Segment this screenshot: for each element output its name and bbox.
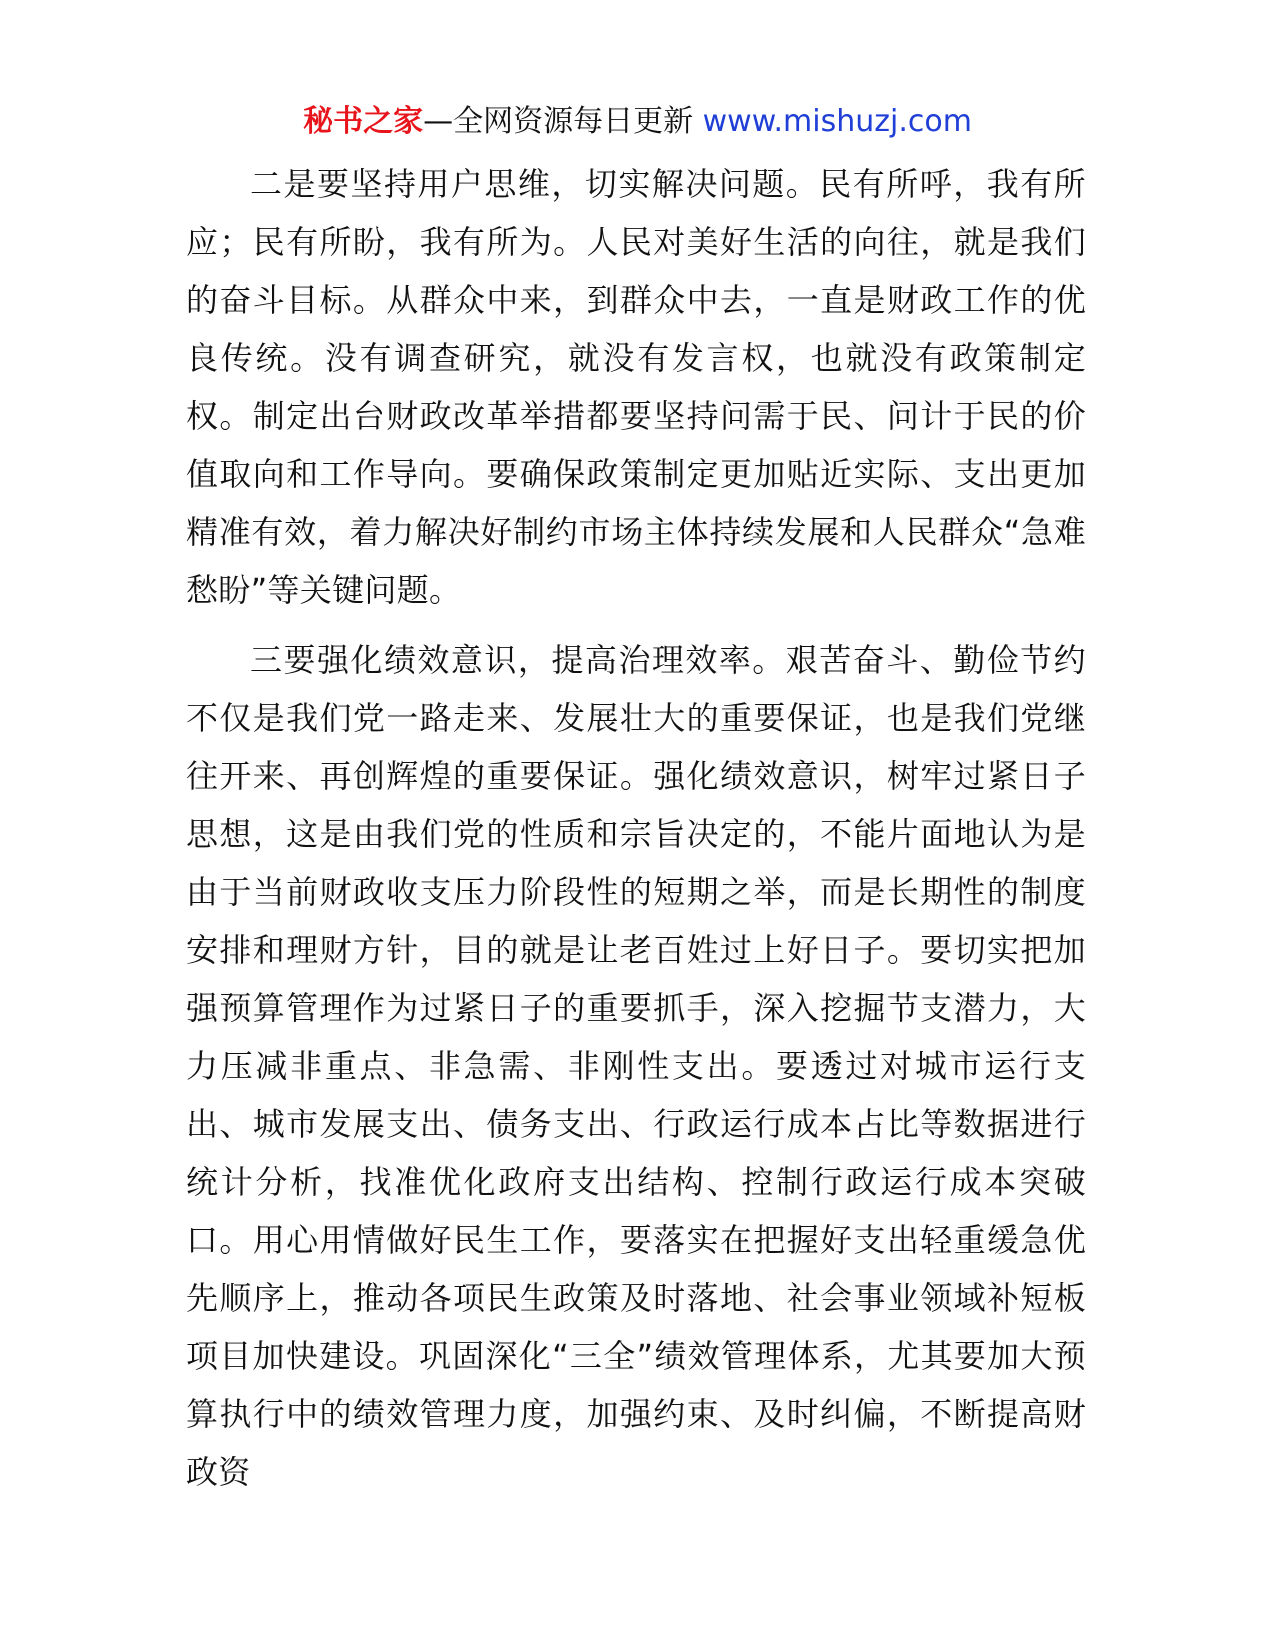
page-header bbox=[0, 100, 1275, 144]
paragraph-performance-awareness: 三要强化绩效意识，提高治理效率。艰苦奋斗、勤俭节约不仅是我们党一路走来、发展壮大的重要保证，也是我们党继往开来、再创辉煌的重要保证。强化绩效意识，树牢过紧日子思想，这是由我们党的性质和宗旨决定的，不能片面地认为是由于当前财政收支压力阶段性的短期之举，而是长期性的制度安排和理财方针，目的就是让老百姓过上好日子。要切实把加强预算管理作为过紧日子的重要抓手，深入挖掘节支潜力，大力压减非重点、非急需、非刚性支出。要透过对城市运行支出、城市发展支出、债务支出、行政运行成本占比等数据进行统计分析，找准优化政府支出结构、控制行政运行成本突破口。用心用情做好民生工作，要落实在把握好支出轻重缓急优先顺序上，推动各项民生政策及时落地、社会事业领域补短板项目加快建设。巩固深化“三全”绩效管理体系，尤其要加大预算执行中的绩效管理力度，加强约束、及时纠偏，不断提高财政资 bbox=[186, 641, 1086, 1491]
header-tagline: —全网资源每日更新 bbox=[423, 104, 694, 139]
brand-name: 秘书之家 bbox=[303, 104, 424, 139]
paragraph-user-thinking: 二是要坚持用户思维，切实解决问题。民有所呼，我有所应；民有所盼，我有所为。人民对美好生活的向往，就是我们的奋斗目标。从群众中来，到群众中去，一直是财政工作的优良传统。没有调查研究，就没有发言权，也就没有政策制定权。制定出台财政改革举措都要坚持问需于民、问计于民的价值取向和工作导向。要确保政策制定更加贴近实际、支出更加精准有效，着力解决好制约市场主体持续发展和人民群众“急难愁盼”等关键问题。 bbox=[186, 165, 1086, 609]
document-body bbox=[186, 155, 1086, 1501]
website-link[interactable]: www.mishuzj.com bbox=[702, 104, 972, 139]
